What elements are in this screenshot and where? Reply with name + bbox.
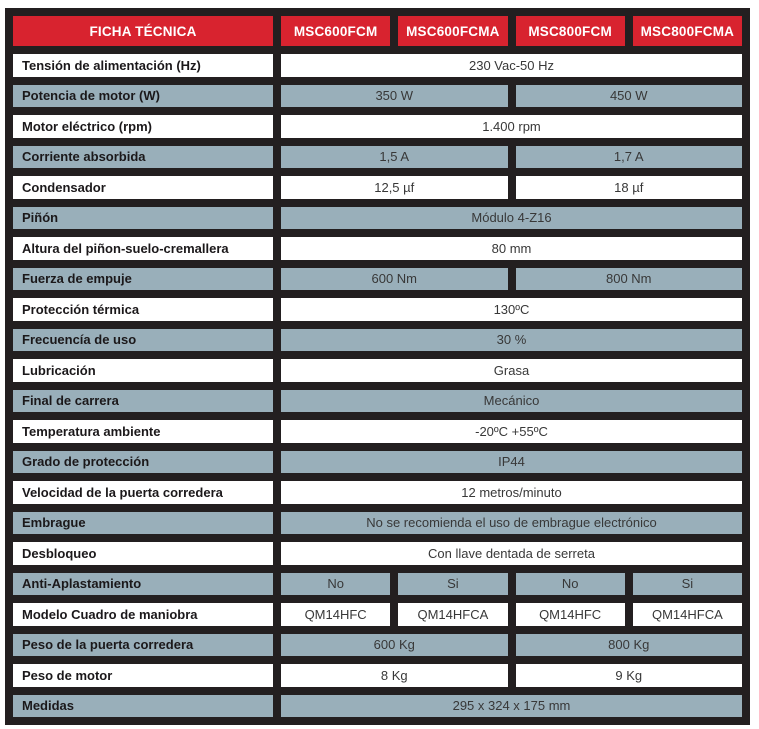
table-row <box>13 237 742 260</box>
value-cell: IP44 <box>281 451 742 474</box>
table-row <box>13 146 742 169</box>
value-cell: 1.400 rpm <box>281 115 742 138</box>
value-cell: 600 Nm <box>281 268 508 291</box>
table-row <box>13 390 742 413</box>
value-cell: 800 Kg <box>516 634 743 657</box>
value-cell: QM14HFC <box>281 603 390 626</box>
value-cell: 600 Kg <box>281 634 508 657</box>
row-label: Frecuencía de uso <box>13 329 273 352</box>
value-cell: 18 µf <box>516 176 743 199</box>
spec-sheet-table <box>5 8 750 725</box>
row-label: Anti-Aplastamiento <box>13 573 273 596</box>
value-cell: 12,5 µf <box>281 176 508 199</box>
value-cell: 295 x 324 x 175 mm <box>281 695 742 718</box>
value-cell: 30 % <box>281 329 742 352</box>
row-label: Peso de motor <box>13 664 273 687</box>
table-row <box>13 207 742 230</box>
value-cell: 9 Kg <box>516 664 743 687</box>
value-cell: 12 metros/minuto <box>281 481 742 504</box>
header-row <box>13 16 742 46</box>
model-header-msc800fcm: MSC800FCM <box>516 16 625 46</box>
table-row <box>13 512 742 535</box>
value-cell: Con llave dentada de serreta <box>281 542 742 565</box>
value-cell: Si <box>398 573 507 596</box>
value-cell: Módulo 4-Z16 <box>281 207 742 230</box>
row-label: Piñón <box>13 207 273 230</box>
table-row <box>13 603 742 626</box>
value-cell: 350 W <box>281 85 508 108</box>
table-row <box>13 542 742 565</box>
table-row <box>13 481 742 504</box>
row-label: Motor eléctrico (rpm) <box>13 115 273 138</box>
row-label: Corriente absorbida <box>13 146 273 169</box>
value-cell: Mecánico <box>281 390 742 413</box>
table-title: FICHA TÉCNICA <box>13 16 273 46</box>
value-cell: Si <box>633 573 742 596</box>
value-cell: Grasa <box>281 359 742 382</box>
table-row <box>13 695 742 718</box>
row-label: Potencia de motor (W) <box>13 85 273 108</box>
row-label: Temperatura ambiente <box>13 420 273 443</box>
table-row <box>13 298 742 321</box>
table-row <box>13 359 742 382</box>
row-label: Embrague <box>13 512 273 535</box>
table-row <box>13 268 742 291</box>
value-cell: -20ºC +55ºC <box>281 420 742 443</box>
table-row <box>13 329 742 352</box>
value-cell: QM14HFCA <box>633 603 742 626</box>
table-row <box>13 85 742 108</box>
value-cell: 1,7 A <box>516 146 743 169</box>
row-label: Lubricación <box>13 359 273 382</box>
row-label: Grado de protección <box>13 451 273 474</box>
value-cell: 450 W <box>516 85 743 108</box>
row-label: Final de carrera <box>13 390 273 413</box>
model-header-msc600fcma: MSC600FCMA <box>398 16 507 46</box>
technical-data-table <box>5 8 750 725</box>
value-cell: QM14HFCA <box>398 603 507 626</box>
table-row <box>13 573 742 596</box>
value-cell: 800 Nm <box>516 268 743 291</box>
row-label: Altura del piñon-suelo-cremallera <box>13 237 273 260</box>
value-cell: 8 Kg <box>281 664 508 687</box>
table-row <box>13 115 742 138</box>
table-row <box>13 451 742 474</box>
row-label: Desbloqueo <box>13 542 273 565</box>
value-cell: 1,5 A <box>281 146 508 169</box>
table-row <box>13 176 742 199</box>
value-cell: 80 mm <box>281 237 742 260</box>
table-row <box>13 54 742 77</box>
row-label: Velocidad de la puerta corredera <box>13 481 273 504</box>
table-row <box>13 664 742 687</box>
value-cell: 230 Vac-50 Hz <box>281 54 742 77</box>
row-label: Fuerza de empuje <box>13 268 273 291</box>
model-header-msc800fcma: MSC800FCMA <box>633 16 742 46</box>
table-row <box>13 420 742 443</box>
row-label: Peso de la puerta corredera <box>13 634 273 657</box>
value-cell: QM14HFC <box>516 603 625 626</box>
row-label: Medidas <box>13 695 273 718</box>
value-cell: No se recomienda el uso de embrague electrónico <box>281 512 742 535</box>
row-label: Modelo Cuadro de maniobra <box>13 603 273 626</box>
table-row <box>13 634 742 657</box>
row-label: Protección térmica <box>13 298 273 321</box>
row-label: Condensador <box>13 176 273 199</box>
value-cell: No <box>281 573 390 596</box>
model-header-msc600fcm: MSC600FCM <box>281 16 390 46</box>
row-label: Tensión de alimentación (Hz) <box>13 54 273 77</box>
value-cell: No <box>516 573 625 596</box>
value-cell: 130ºC <box>281 298 742 321</box>
